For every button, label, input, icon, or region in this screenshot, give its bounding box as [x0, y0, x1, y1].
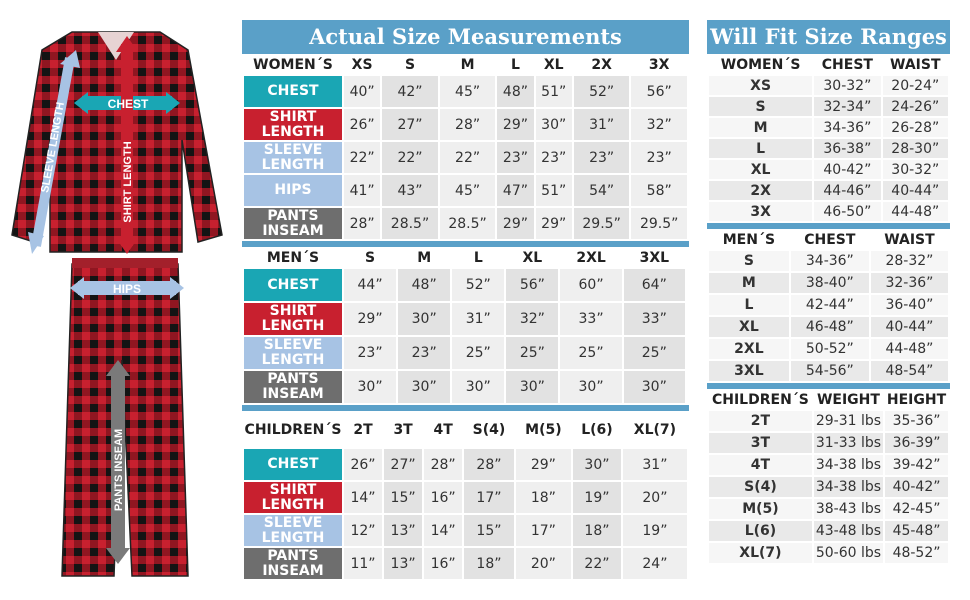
women-actual-table [242, 54, 689, 241]
measurement-value: 19” [623, 515, 687, 546]
fit-row [709, 317, 948, 337]
fit-size: S(4) [709, 477, 812, 497]
fit-size: 2T [709, 411, 812, 431]
fit-size: 3XL [709, 361, 789, 381]
measurement-value: 45” [440, 76, 496, 107]
measurement-value: 24” [623, 548, 687, 579]
measurement-value: 22” [573, 548, 621, 579]
measurement-row [244, 303, 687, 335]
fit-size: 2XL [709, 339, 789, 359]
size-header: 3T [384, 413, 422, 447]
measurement-table [242, 54, 689, 241]
fit-value: 34-36” [791, 251, 869, 271]
fit-value: 42-44” [791, 295, 869, 315]
measurement-value: 23” [536, 142, 572, 173]
measurement-label [244, 76, 342, 107]
measurement-value: 26” [344, 109, 380, 140]
fit-value: 54-56” [791, 361, 869, 381]
measurement-value: 20” [623, 482, 687, 513]
size-header: S(4) [464, 413, 514, 447]
will-fit-panel [707, 20, 950, 565]
measurement-label [244, 142, 342, 173]
measurement-table [242, 247, 689, 405]
measurement-value: 58” [631, 175, 687, 206]
label-line-1: PANTS [267, 207, 319, 224]
men-fit-table [707, 229, 950, 383]
measurement-value: 14” [344, 482, 382, 513]
fit-value: 36-38” [814, 139, 880, 158]
fit-row [709, 273, 948, 293]
fit-value: 48-54” [871, 361, 948, 381]
fit-row [709, 543, 948, 563]
label-line-1: HIPS [274, 182, 312, 198]
measurement-row [244, 337, 687, 369]
fit-header: CHEST [814, 56, 880, 74]
measurement-label [244, 449, 342, 480]
measurement-value: 32” [631, 109, 687, 140]
measurement-value: 28.5” [440, 208, 496, 239]
fit-value: 44-48” [871, 339, 948, 359]
fit-value: 44-46” [814, 181, 880, 200]
measurement-value: 30” [536, 109, 572, 140]
measurement-value: 56” [506, 269, 558, 301]
measurement-row [244, 515, 687, 546]
fit-value: 43-48 lbs [814, 521, 883, 541]
size-header-row [244, 413, 687, 447]
fit-value: 46-48” [791, 317, 869, 337]
fit-row [709, 433, 948, 453]
measurement-value: 54” [574, 175, 630, 206]
label-line-1: SLEEVE [263, 337, 323, 353]
fit-header: WEIGHT [814, 391, 883, 409]
fit-value: 32-36” [871, 273, 948, 293]
measurement-table [242, 411, 689, 581]
label-line-1: CHEST [267, 456, 319, 472]
fit-size: S [709, 251, 789, 271]
measurement-value: 29” [344, 303, 396, 335]
measurement-label [244, 371, 342, 403]
measurement-label [244, 515, 342, 546]
fit-value: 38-40” [791, 273, 869, 293]
size-header: 2T [344, 413, 382, 447]
label-line-2: LENGTH [261, 352, 325, 368]
sleeve-arrow-label: SLEEVE LENGTH [39, 101, 67, 194]
fit-value: 36-40” [871, 295, 948, 315]
measurement-value: 30” [452, 371, 504, 403]
fit-row [709, 455, 948, 475]
size-header: XL [536, 56, 572, 74]
label-line-1: SHIRT [269, 481, 317, 498]
measurement-label [244, 548, 342, 579]
measurement-value: 52” [574, 76, 630, 107]
fit-value: 30-32” [883, 160, 948, 179]
size-header: L(6) [573, 413, 621, 447]
fit-header-row [709, 391, 948, 409]
fit-size: L(6) [709, 521, 812, 541]
women-fit-table [707, 54, 950, 223]
hips-arrow-label: HIPS [112, 282, 142, 296]
measurement-value: 22” [382, 142, 438, 173]
fit-table [707, 54, 950, 223]
label-line-1: SHIRT [269, 303, 317, 319]
measurement-value: 52” [452, 269, 504, 301]
fit-row [709, 521, 948, 541]
measurement-value: 27” [382, 109, 438, 140]
group-header: CHILDREN´S [244, 413, 342, 447]
measurement-row [244, 109, 687, 140]
fit-header-row [709, 231, 948, 249]
fit-size: 4T [709, 455, 812, 475]
fit-value: 40-42” [814, 160, 880, 179]
fit-size: 2X [709, 181, 812, 200]
measurement-value: 17” [464, 482, 514, 513]
measurement-value: 30” [624, 371, 685, 403]
group-header: WOMEN´S [244, 56, 342, 74]
measurement-value: 51” [536, 175, 572, 206]
fit-row [709, 295, 948, 315]
measurement-row [244, 208, 687, 239]
measurement-value: 15” [464, 515, 514, 546]
fit-size: M [709, 273, 789, 293]
size-header: 4T [424, 413, 462, 447]
size-header: 3X [631, 56, 687, 74]
measurement-value: 30” [573, 449, 621, 480]
fit-size: M(5) [709, 499, 812, 519]
fit-value: 26-28” [883, 118, 948, 137]
measurement-value: 30” [398, 371, 450, 403]
fit-header: CHEST [791, 231, 869, 249]
label-line-1: SHIRT [269, 108, 317, 125]
fit-size: M [709, 118, 812, 137]
measurement-row [244, 449, 687, 480]
fit-value: 20-24” [883, 76, 948, 95]
size-header: XS [344, 56, 380, 74]
measurement-value: 18” [464, 548, 514, 579]
fit-value: 24-26” [883, 97, 948, 116]
fit-size: XS [709, 76, 812, 95]
chest-arrow-label: CHEST [107, 97, 149, 111]
measurement-row [244, 269, 687, 301]
fit-value: 34-38 lbs [814, 455, 883, 475]
label-line-2: INSEAM [262, 386, 324, 402]
measurement-value: 44” [344, 269, 396, 301]
fit-row [709, 411, 948, 431]
measurement-value: 26” [344, 449, 382, 480]
measurement-value: 19” [573, 482, 621, 513]
measurement-value: 47” [497, 175, 533, 206]
measurement-value: 51” [536, 76, 572, 107]
fit-value: 40-42” [885, 477, 948, 497]
fit-value: 32-34” [814, 97, 880, 116]
measurement-value: 32” [506, 303, 558, 335]
measurement-value: 28” [424, 449, 462, 480]
measurement-value: 28” [440, 109, 496, 140]
fit-value: 48-52” [885, 543, 948, 563]
label-line-1: SLEEVE [263, 141, 323, 158]
measurement-value: 13” [384, 515, 422, 546]
label-line-2: LENGTH [261, 123, 325, 140]
fit-table [707, 389, 950, 565]
fit-size: XL [709, 317, 789, 337]
fit-value: 31-33 lbs [814, 433, 883, 453]
measurement-value: 64” [624, 269, 685, 301]
measurement-label [244, 482, 342, 513]
measurement-value: 22” [440, 142, 496, 173]
fit-value: 50-60 lbs [814, 543, 883, 563]
measurement-value: 30” [560, 371, 621, 403]
fit-header-row [709, 56, 948, 74]
measurement-label [244, 109, 342, 140]
measurement-value: 29” [516, 449, 571, 480]
fit-size: 3X [709, 202, 812, 221]
measurement-value: 18” [573, 515, 621, 546]
size-header: L [452, 249, 504, 267]
measurement-value: 28.5” [382, 208, 438, 239]
measurement-value: 29” [497, 109, 533, 140]
size-header: S [382, 56, 438, 74]
measurement-value: 22” [344, 142, 380, 173]
size-header: 2X [574, 56, 630, 74]
fit-row [709, 97, 948, 116]
measurement-value: 16” [424, 482, 462, 513]
fit-size: L [709, 139, 812, 158]
fit-value: 29-31 lbs [814, 411, 883, 431]
fit-row [709, 160, 948, 179]
fit-value: 44-48” [883, 202, 948, 221]
fit-row [709, 361, 948, 381]
measurement-row [244, 76, 687, 107]
measurement-row [244, 482, 687, 513]
fit-size: XL(7) [709, 543, 812, 563]
pajama-illustration [10, 20, 230, 580]
measurement-value: 12” [344, 515, 382, 546]
fit-row [709, 76, 948, 95]
fit-header: CHILDREN´S [709, 391, 812, 409]
measurement-value: 25” [506, 337, 558, 369]
measurement-row [244, 371, 687, 403]
actual-size-panel [242, 20, 689, 581]
size-header-row [244, 56, 687, 74]
measurement-value: 27” [384, 449, 422, 480]
fit-row [709, 339, 948, 359]
fit-value: 36-39” [885, 433, 948, 453]
measurement-value: 18” [516, 482, 571, 513]
size-header-row [244, 249, 687, 267]
actual-size-title: Actual Size Measurements [242, 20, 689, 54]
measurement-value: 29.5” [631, 208, 687, 239]
fit-value: 28-30” [883, 139, 948, 158]
measurement-value: 23” [631, 142, 687, 173]
measurement-value: 48” [497, 76, 533, 107]
size-header: S [344, 249, 396, 267]
fit-value: 28-32” [871, 251, 948, 271]
measurement-value: 33” [624, 303, 685, 335]
measurement-value: 33” [560, 303, 621, 335]
fit-row [709, 202, 948, 221]
measurement-value: 23” [497, 142, 533, 173]
measurement-value: 40” [344, 76, 380, 107]
size-header: L [497, 56, 533, 74]
measurement-value: 28” [464, 449, 514, 480]
measurement-value: 15” [384, 482, 422, 513]
measurement-value: 17” [516, 515, 571, 546]
fit-value: 42-45” [885, 499, 948, 519]
measurement-value: 56” [631, 76, 687, 107]
size-header: XL [506, 249, 558, 267]
label-line-2: LENGTH [261, 318, 325, 334]
measurement-value: 31” [574, 109, 630, 140]
measurement-value: 28” [344, 208, 380, 239]
will-fit-title: Will Fit Size Ranges [707, 20, 950, 54]
measurement-value: 25” [624, 337, 685, 369]
measurement-label [244, 269, 342, 301]
measurement-value: 16” [424, 548, 462, 579]
size-header: 2XL [560, 249, 621, 267]
label-line-1: CHEST [267, 276, 319, 293]
fit-header: WAIST [883, 56, 948, 74]
fit-header: HEIGHT [886, 392, 947, 408]
measurement-value: 43” [382, 175, 438, 206]
measurement-row [244, 175, 687, 206]
label-line-2: INSEAM [262, 562, 324, 579]
children-actual-table [242, 411, 689, 581]
measurement-value: 25” [560, 337, 621, 369]
label-line-1: PANTS [267, 547, 319, 564]
fit-size: L [709, 295, 789, 315]
measurement-value: 41” [344, 175, 380, 206]
measurement-value: 30” [398, 303, 450, 335]
measurement-label [244, 208, 342, 239]
fit-value: 40-44” [883, 181, 948, 200]
measurement-row [244, 548, 687, 579]
measurement-value: 31” [452, 303, 504, 335]
fit-header: MEN´S [709, 231, 789, 249]
label-line-1: SLEEVE [263, 514, 323, 531]
size-header: M [398, 249, 450, 267]
measurement-value: 11” [344, 548, 382, 579]
measurement-value: 30” [506, 371, 558, 403]
size-header: 3XL [624, 249, 685, 267]
fit-value: 30-32” [814, 76, 880, 95]
fit-value: 45-48” [885, 521, 948, 541]
measurement-value: 23” [344, 337, 396, 369]
label-line-1: CHEST [267, 83, 319, 99]
measurement-value: 23” [398, 337, 450, 369]
size-header: XL(7) [623, 413, 687, 447]
measurement-label [244, 303, 342, 335]
fit-header: WAIST [871, 231, 948, 249]
fit-row [709, 181, 948, 200]
label-line-2: LENGTH [261, 529, 325, 546]
measurement-value: 23” [574, 142, 630, 173]
men-actual-table [242, 247, 689, 405]
shirt-length-arrow-label: SHIRT LENGTH [122, 141, 134, 223]
fit-size: XL [709, 160, 812, 179]
fit-value: 34-36” [814, 118, 880, 137]
fit-row [709, 139, 948, 158]
inseam-arrow-label: PANTS INSEAM [113, 428, 125, 512]
fit-row [709, 499, 948, 519]
measurement-value: 25” [452, 337, 504, 369]
fit-value: 46-50” [814, 202, 880, 221]
fit-table [707, 229, 950, 383]
fit-size: 3T [709, 433, 812, 453]
label-line-2: LENGTH [261, 156, 325, 173]
size-header: M(5) [516, 413, 571, 447]
label-line-2: LENGTH [261, 496, 325, 513]
measurement-value: 13” [384, 548, 422, 579]
measurement-value: 30” [344, 371, 396, 403]
fit-value: 50-52” [791, 339, 869, 359]
fit-value: 35-36” [885, 411, 948, 431]
measurement-value: 14” [424, 515, 462, 546]
label-line-1: PANTS [267, 371, 319, 387]
group-header: MEN´S [244, 249, 342, 267]
measurement-value: 42” [382, 76, 438, 107]
children-fit-table [707, 389, 950, 565]
fit-size: S [709, 97, 812, 116]
measurement-value: 29” [536, 208, 572, 239]
fit-value: 40-44” [871, 317, 948, 337]
size-header: M [440, 56, 496, 74]
fit-row [709, 477, 948, 497]
fit-row [709, 251, 948, 271]
label-line-2: INSEAM [262, 222, 324, 239]
fit-row [709, 118, 948, 137]
fit-value: 39-42” [885, 455, 948, 475]
fit-value: 34-38 lbs [814, 477, 883, 497]
measurement-value: 29” [497, 208, 533, 239]
measurement-value: 60” [560, 269, 621, 301]
measurement-value: 29.5” [574, 208, 630, 239]
fit-value: 38-43 lbs [814, 499, 883, 519]
measurement-value: 20” [516, 548, 571, 579]
measurement-label [244, 175, 342, 206]
measurement-row [244, 142, 687, 173]
fit-header: WOMEN´S [709, 56, 812, 74]
measurement-value: 45” [440, 175, 496, 206]
measurement-value: 48” [398, 269, 450, 301]
measurement-value: 31” [623, 449, 687, 480]
measurement-label [244, 337, 342, 369]
